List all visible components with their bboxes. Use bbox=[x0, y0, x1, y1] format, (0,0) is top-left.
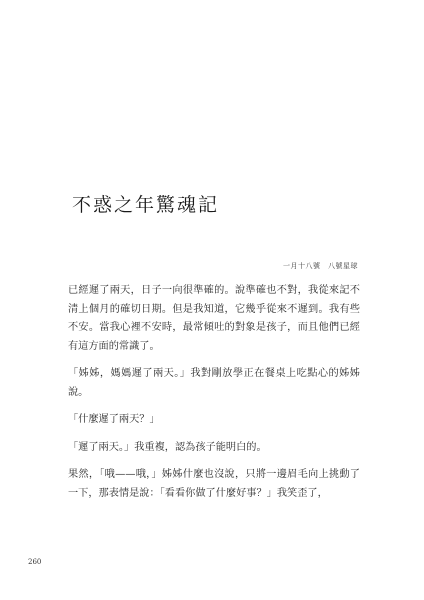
paragraph: 「遲了兩天。」我重複，認為孩子能明白的。 bbox=[68, 441, 267, 453]
paragraph: 果然，「哦——哦，」姊姊什麼也沒說，只將一邊眉毛向上挑動了一下，那表情是說：「看看你做了什麼好事？」我笑歪了， bbox=[68, 469, 360, 499]
paragraph: 已經遲了兩天，日子一向很準確的。說準確也不對，我從來記不清上個月的確切日期。但是我知道，它幾乎從來不遲到。我有些不安。當我心裡不安時，最常傾吐的對象是孩子，而且他們已經有這方面的常識了。 bbox=[68, 285, 360, 352]
page-number: 260 bbox=[28, 558, 42, 566]
paragraph: 「姊姊，媽媽遲了兩天。」我對剛放學正在餐桌上吃點心的姊姊說。 bbox=[68, 368, 360, 398]
chapter-title: 不惑之年驚魂記 bbox=[72, 194, 220, 216]
paragraph: 「什麼遲了兩天？」 bbox=[68, 414, 160, 425]
body-text bbox=[68, 282, 360, 512]
chapter-byline: 一月十八號 八號星球 bbox=[283, 262, 358, 270]
